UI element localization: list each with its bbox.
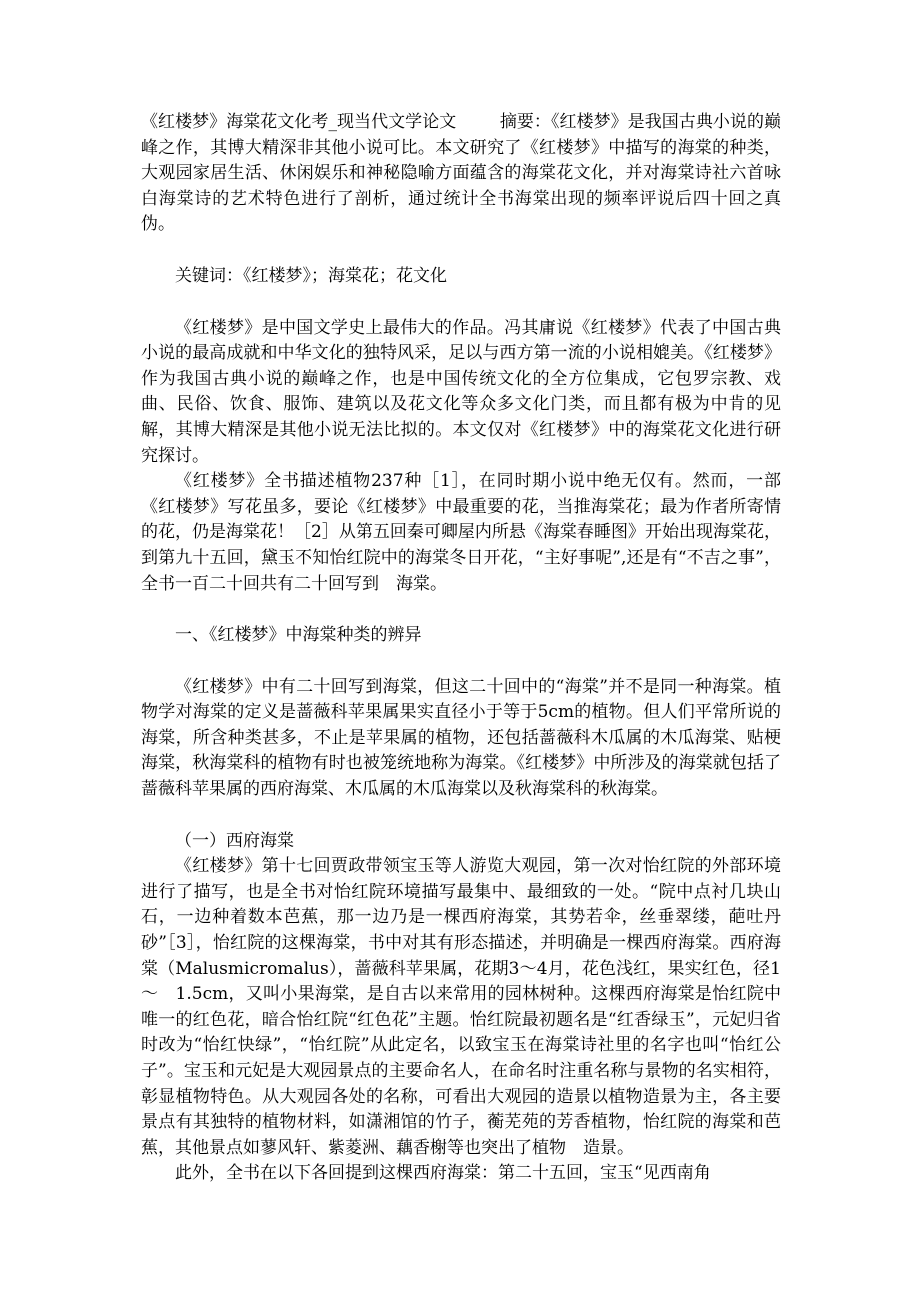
section-heading-1: 一、《红楼梦》中海棠种类的辨异 (175, 625, 422, 646)
document-page (141, 110, 781, 1187)
body-paragraph-1: 《红楼梦》是中国文学史上最伟大的作品。冯其庸说《红楼梦》代表了中国古典小说的最高成就和中华文化的独特风采，足以与西方第一流的小说相媲美。《红楼梦》作为我国古典小说的巅峰之作，也是中国传统文化的全方位集成，它包罗宗教、戏曲、民俗、饮食、服饰、建筑以及花文化等众多文化门类，而且都有极为中肯的见解，其博大精深是其他小说无法比拟的。本文仅对《红楼梦》中的海棠花文化进行研究探讨。 (141, 317, 781, 466)
body-paragraph-5: 此外，全书在以下各回提到这棵西府海棠：第二十五回，宝玉“见西南角 (175, 1163, 711, 1184)
body-paragraph-4: 《红楼梦》第十七回贾政带领宝玉等人游览大观园，第一次对怡红院的外部环境进行了描写，也是全书对怡红院环境描写最集中、最细致的一处。“院中点衬几块山石，一边种着数本芭蕉，那一边乃是一棵西府海棠，其势若伞，丝垂翠缕，葩吐丹砂”［3］，怡红院的这棵海棠，书中对其有形态描述，并明确是一棵西府海棠。西府海棠（Malusmicromalus），蔷薇科苹果属，花期3～4月，花色浅红，果实红色，径1～ 1.5cm，又叫小果海棠，是自古以来常用的园林树种。这棵西府海棠是怡红院中唯一的红色花，暗合怡红院“红色花”主题。怡红院最初题名是“红香绿玉”，元妃归省时改为“怡红快绿”，“怡红院”从此定名，以致宝玉在海棠诗社里的名字也叫“怡红公子”。宝玉和元妃是大观园景点的主要命名人，在命名时注重名称与景物的名实相符，彰显植物特色。从大观园各处的名称，可看出大观园的造景以植物造景为主，各主要景点有其独特的植物材料，如潇湘馆的竹子，蘅芜苑的芳香植物，怡红院的海棠和芭蕉，其他景点如蓼风轩、紫菱洲、藕香榭等也突出了植物 造景。 (141, 856, 781, 1158)
body-paragraph-2: 《红楼梦》全书描述植物237种［1］，在同时期小说中绝无仅有。然而，一部《红楼梦》写花虽多，要论《红楼梦》中最重要的花，当推海棠花；最为作者所寄情的花，仍是海棠花！［2］从第五回秦可卿屋内所悬《海棠春睡图》开始出现海棠花，到第九十五回，黛玉不知怡红院中的海棠冬日开花，“主好事呢”,还是有“不吉之事”，全书一百二十回共有二十回写到 海棠。 (141, 471, 781, 594)
subsection-heading-1: （一）西府海棠 (175, 830, 294, 851)
keywords: 关键词：《红楼梦》；海棠花；花文化 (175, 265, 447, 286)
intro-abstract: 《红楼梦》海棠花文化考_现当代文学论文 摘要：《红楼梦》是我国古典小说的巅峰之作，其博大精深非其他小说可比。本文研究了《红楼梦》中描写的海棠的种类，大观园家居生活、休闲娱乐和神秘隐喻方面蕴含的海棠花文化，并对海棠诗社六首咏白海棠诗的艺术特色进行了剖析，通过统计全书海棠出现的频率评说后四十回之真伪。 (141, 112, 781, 235)
body-paragraph-3: 《红楼梦》中有二十回写到海棠，但这二十回中的“海棠”并不是同一种海棠。植物学对海棠的定义是蔷薇科苹果属果实直径小于等于5cm的植物。但人们平常所说的海棠，所含种类甚多，不止是苹果属的植物，还包括蔷薇科木瓜属的木瓜海棠、贴梗海棠，秋海棠科的植物有时也被笼统地称为海棠。《红楼梦》中所涉及的海棠就包括了蔷薇科苹果属的西府海棠、木瓜属的木瓜海棠以及秋海棠科的秋海棠。 (141, 676, 781, 800)
